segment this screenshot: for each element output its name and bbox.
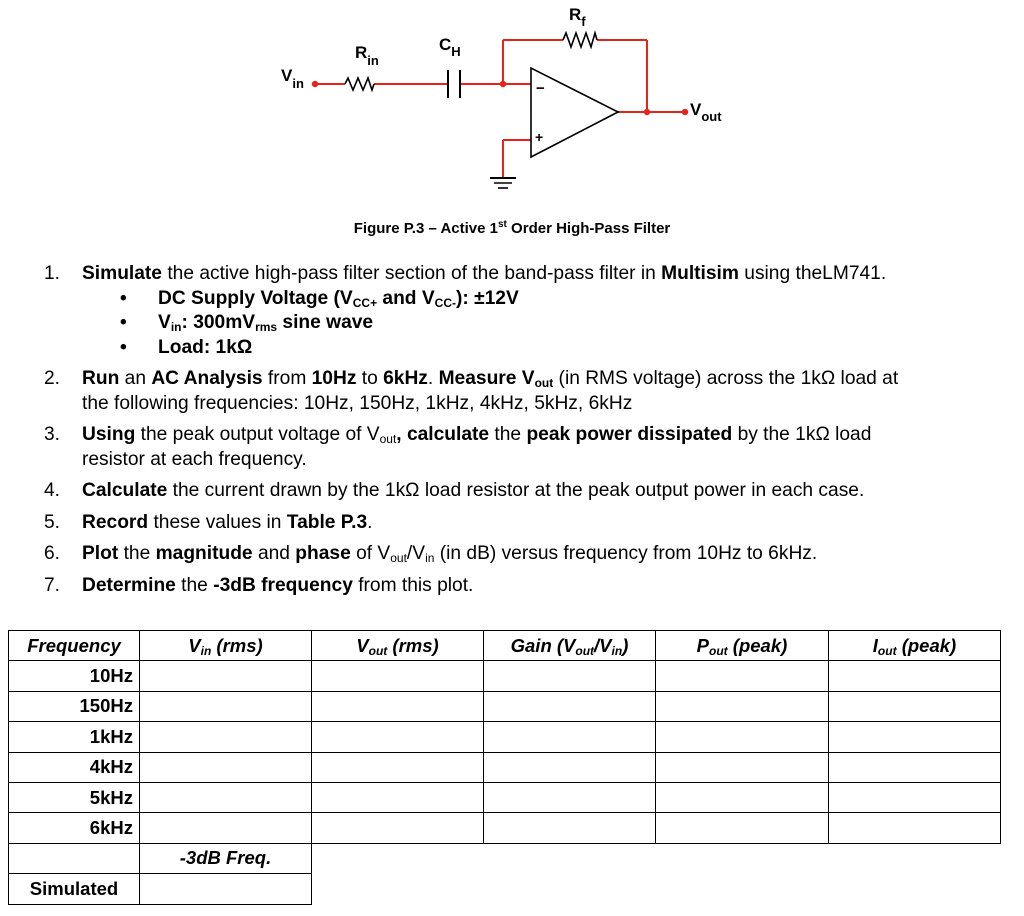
vout-cell[interactable] bbox=[312, 782, 484, 812]
rf-label: $R_f$ bbox=[569, 5, 586, 29]
vout-cell[interactable] bbox=[312, 813, 484, 843]
iout-cell[interactable] bbox=[829, 752, 1001, 782]
blank-area bbox=[312, 843, 1001, 873]
pout-cell[interactable] bbox=[656, 813, 829, 843]
gain-cell[interactable] bbox=[484, 691, 656, 721]
opamp-plus: + bbox=[535, 129, 544, 145]
frequency-cell: 1kHz bbox=[9, 722, 140, 752]
frequency-cell: 150Hz bbox=[9, 691, 140, 721]
blank-area bbox=[312, 874, 1001, 904]
vout-cell[interactable] bbox=[312, 661, 484, 691]
output-node bbox=[644, 109, 650, 115]
neg3db-label: -3dB Freq. bbox=[140, 843, 312, 873]
vout-cell[interactable] bbox=[312, 722, 484, 752]
rin-resistor bbox=[345, 78, 374, 90]
iout-cell[interactable] bbox=[829, 691, 1001, 721]
vin-cell[interactable] bbox=[140, 661, 312, 691]
circuit-diagram bbox=[0, 0, 1024, 210]
gain-cell[interactable] bbox=[484, 782, 656, 812]
step-7: 7. Determine the -3dB frequency from this plot. bbox=[44, 574, 474, 596]
table-row bbox=[9, 691, 1001, 721]
table-row bbox=[9, 782, 1001, 812]
instruction-list bbox=[44, 262, 1004, 598]
gain-cell[interactable] bbox=[484, 813, 656, 843]
simulated-row bbox=[9, 874, 1001, 904]
frequency-cell: 10Hz bbox=[9, 661, 140, 691]
pout-cell[interactable] bbox=[656, 752, 829, 782]
table-row bbox=[9, 752, 1001, 782]
bullet-supply: • DC Supply Voltage ($V_{CC+}$ and $V_{CC-}$): ±12V bbox=[120, 287, 519, 310]
vin-node bbox=[312, 81, 318, 87]
vin-cell[interactable] bbox=[140, 722, 312, 752]
vout-label: $V_{out}$ bbox=[690, 100, 722, 124]
iout-cell[interactable] bbox=[829, 813, 1001, 843]
table-row bbox=[9, 661, 1001, 691]
junction-node bbox=[500, 81, 506, 87]
step-5: 5. Record these values in Table P.3. bbox=[44, 511, 373, 533]
step-4: 4. Calculate the current drawn by the 1kΩ load resistor at the peak output power in each case. bbox=[44, 480, 865, 501]
iout-cell[interactable] bbox=[829, 661, 1001, 691]
step-3: 3. Using the peak output voltage of $V_{out}$, calculate the peak power dissipated by the 1kΩ load resistor at each frequency. bbox=[44, 424, 872, 470]
vin-cell[interactable] bbox=[140, 691, 312, 721]
neg3db-value-cell[interactable] bbox=[140, 874, 312, 904]
neg3db-header-row bbox=[9, 843, 1001, 873]
bullet-vin: • $V_{in}$: $300mV_{rms}$ sine wave bbox=[120, 312, 374, 334]
step-6: 6. Plot the magnitude and phase of $V_{out}/V_{in}$ (in dB) versus frequency from 10Hz to 6kHz. bbox=[44, 543, 818, 565]
vout-cell[interactable] bbox=[312, 752, 484, 782]
bullet-load: • Load: 1kΩ bbox=[120, 336, 253, 358]
vout-cell[interactable] bbox=[312, 691, 484, 721]
rin-label: $R_{in}$ bbox=[355, 43, 379, 68]
ch-label: $C_H$ bbox=[439, 35, 461, 59]
iout-cell[interactable] bbox=[829, 782, 1001, 812]
header-pout: $P_{out}$ (peak) bbox=[656, 631, 829, 661]
pout-cell[interactable] bbox=[656, 661, 829, 691]
iout-cell[interactable] bbox=[829, 722, 1001, 752]
figure-caption: Figure P.3 – Active 1st Order High-Pass Filter bbox=[353, 219, 671, 237]
step-1: 1. Simulate the active high-pass filter section of the band-pass filter in Multisim using theLM741. bbox=[44, 263, 887, 284]
gain-cell[interactable] bbox=[484, 722, 656, 752]
step-2: 2. Run an AC Analysis from 10Hz to 6kHz. Measure $V_{out}$ (in RMS voltage) across the 1kΩ load at the following frequencies: 10Hz, 150Hz, 1kHz, 4kHz, 5kHz, 6kHz bbox=[44, 368, 899, 414]
frequency-cell: 6kHz bbox=[9, 813, 140, 843]
simulated-label: Simulated bbox=[9, 874, 140, 904]
frequency-cell: 5kHz bbox=[9, 782, 140, 812]
pout-cell[interactable] bbox=[656, 782, 829, 812]
header-vin: $V_{in}$ (rms) bbox=[140, 631, 312, 661]
rf-resistor bbox=[563, 33, 597, 47]
header-gain: Gain $(V_{out}/V_{in})$ bbox=[484, 631, 656, 661]
vin-cell[interactable] bbox=[140, 813, 312, 843]
vin-cell[interactable] bbox=[140, 752, 312, 782]
opamp-minus: − bbox=[536, 80, 545, 97]
gain-cell[interactable] bbox=[484, 661, 656, 691]
results-table bbox=[8, 630, 1001, 905]
vin-cell[interactable] bbox=[140, 782, 312, 812]
gain-cell[interactable] bbox=[484, 752, 656, 782]
black-lines bbox=[345, 33, 618, 188]
table-row bbox=[9, 722, 1001, 752]
table-header-row bbox=[9, 631, 1001, 661]
header-vout: $V_{out}$ (rms) bbox=[312, 631, 484, 661]
vin-label: $V_{in}$ bbox=[281, 66, 304, 91]
table-row bbox=[9, 813, 1001, 843]
vout-node bbox=[682, 109, 688, 115]
header-frequency: Frequency bbox=[9, 631, 140, 661]
empty-cell bbox=[9, 843, 140, 873]
header-iout: $I_{out}$ (peak) bbox=[829, 631, 1001, 661]
pout-cell[interactable] bbox=[656, 722, 829, 752]
nodes bbox=[312, 81, 688, 115]
frequency-cell: 4kHz bbox=[9, 752, 140, 782]
pout-cell[interactable] bbox=[656, 691, 829, 721]
